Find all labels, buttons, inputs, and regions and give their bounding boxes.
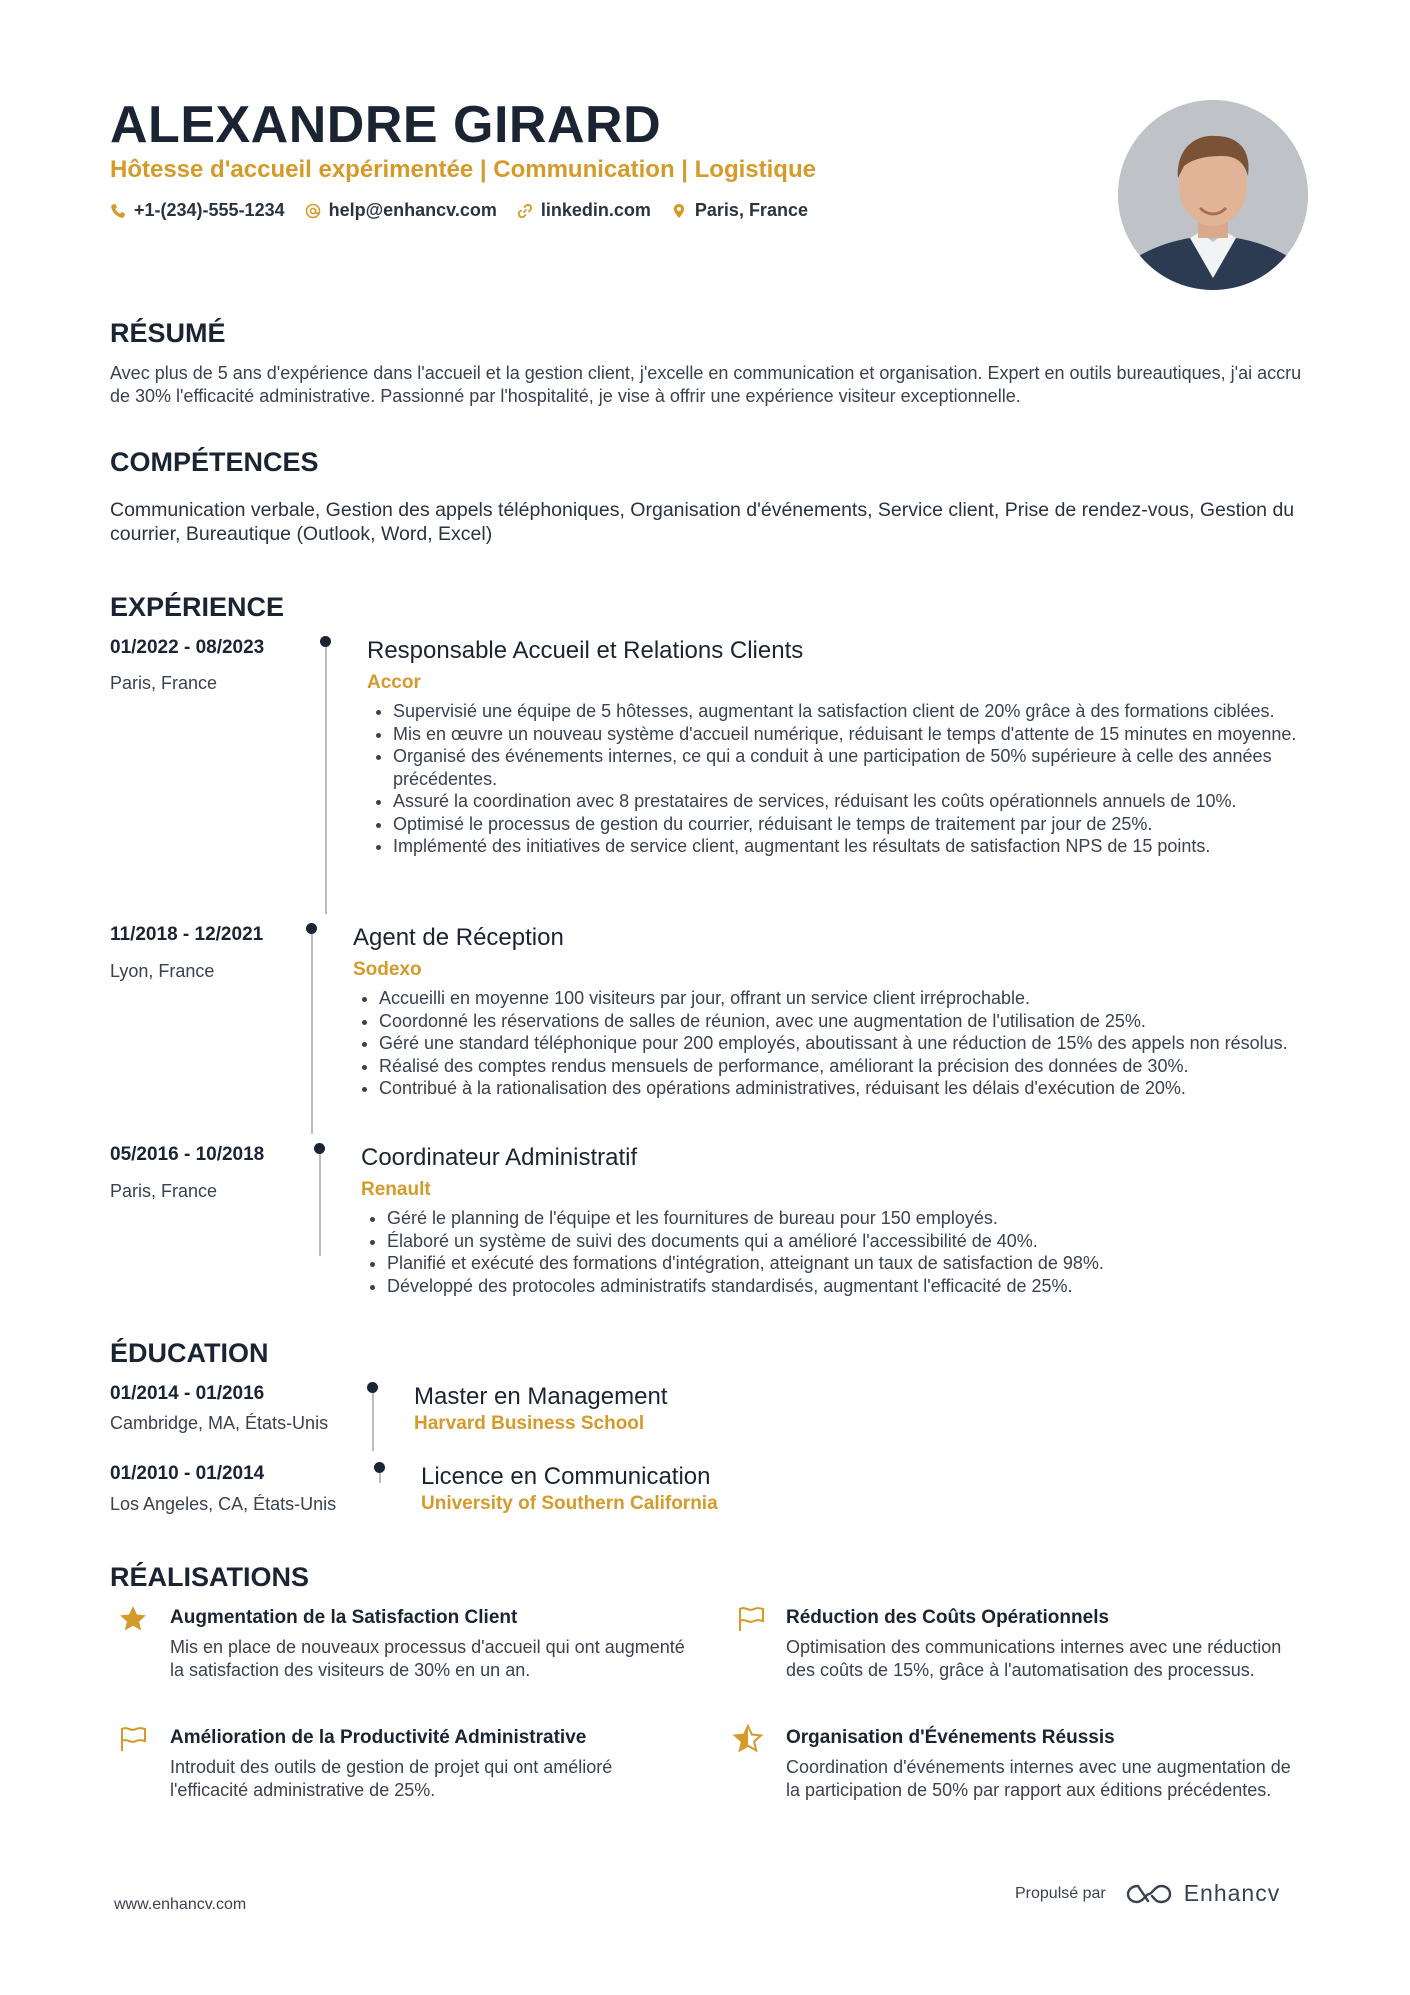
contact-email[interactable] xyxy=(305,200,497,221)
phone-text: +1-(234)-555-1234 xyxy=(134,200,285,220)
education-2-location: Los Angeles, CA, États-Unis xyxy=(110,1494,337,1514)
link-icon xyxy=(517,203,533,219)
experience-2-location: Lyon, France xyxy=(110,961,215,981)
experience-1-company: Accor xyxy=(367,672,421,693)
enhancv-logo-icon xyxy=(1126,1882,1172,1906)
experience-1-dates: 01/2022 - 08/2023 xyxy=(110,637,265,658)
experience-3-dates: 05/2016 - 10/2018 xyxy=(110,1144,265,1165)
achievement-4-title: Organisation d'Événements Réussis xyxy=(786,1727,1115,1748)
star-outline-icon xyxy=(733,1724,763,1754)
list-item: • Élaboré un système de suivi des documents qui a amélioré l'accessibilité de 40%. xyxy=(387,1230,1307,1253)
location-pin-icon xyxy=(671,203,687,219)
achievement-2-desc: Optimisation des communications internes avec une réduction des coûts de 15%, grâce à l'automatisation des processus. xyxy=(786,1637,1282,1680)
list-item: • Contribué à la rationalisation des opérations administratives, réduisant les délais d'exécution de 20%. xyxy=(379,1077,1307,1100)
timeline-line xyxy=(311,934,313,1134)
email-text: help@enhancv.com xyxy=(328,200,497,220)
education-2-degree: Licence en Communication xyxy=(421,1463,711,1490)
timeline-line xyxy=(325,647,327,914)
timeline-line xyxy=(372,1393,374,1451)
experience-1-bullets xyxy=(367,700,1307,858)
list-item: • Organisé des événements internes, ce qui a conduit à une participation de 50% supérieure à celle des années précédentes. xyxy=(393,745,1307,790)
timeline-dot xyxy=(306,923,317,934)
experience-heading: EXPÉRIENCE xyxy=(110,592,285,622)
experience-3-bullets xyxy=(361,1207,1307,1297)
list-item: • Géré une standard téléphonique pour 200 employés, aboutissant à une réduction de 15% des appels non résolus. xyxy=(379,1032,1307,1055)
achievement-1-title: Augmentation de la Satisfaction Client xyxy=(170,1607,518,1628)
flag-icon xyxy=(118,1724,148,1754)
education-1-location: Cambridge, MA, États-Unis xyxy=(110,1413,329,1433)
footer-powered xyxy=(1015,1880,1280,1907)
timeline-dot xyxy=(367,1382,378,1393)
list-item: • Accueilli en moyenne 100 visiteurs par jour, offrant un service client irréprochable. xyxy=(379,987,1307,1010)
contact-bar xyxy=(110,200,808,221)
skills-heading: COMPÉTENCES xyxy=(110,447,319,477)
brand-name: Enhancv xyxy=(1183,1880,1281,1906)
experience-1-role: Responsable Accueil et Relations Clients xyxy=(367,637,804,664)
timeline-dot xyxy=(320,636,331,647)
timeline-line xyxy=(379,1473,381,1483)
experience-3-company: Renault xyxy=(361,1179,431,1200)
contact-location xyxy=(671,200,808,221)
list-item: • Réalisé des comptes rendus mensuels de performance, améliorant la précision des données de 30%. xyxy=(379,1055,1307,1078)
education-1-dates: 01/2014 - 01/2016 xyxy=(110,1383,265,1404)
experience-1-location: Paris, France xyxy=(110,673,218,693)
star-icon xyxy=(118,1604,148,1634)
list-item: • Développé des protocoles administratifs standardisés, augmentant l'efficacité de 25%. xyxy=(387,1275,1307,1298)
education-2-dates: 01/2010 - 01/2014 xyxy=(110,1463,265,1484)
list-item: • Optimisé le processus de gestion du courrier, réduisant le temps de traitement par jour de 25%. xyxy=(393,813,1307,836)
linkedin-text: linkedin.com xyxy=(540,200,651,220)
achievement-3-title: Amélioration de la Productivité Administrative xyxy=(170,1727,587,1748)
candidate-headline: Hôtesse d'accueil expérimentée | Communication | Logistique xyxy=(110,156,816,183)
contact-phone xyxy=(110,200,285,221)
achievement-3-desc: Introduit des outils de gestion de projet qui ont amélioré l'efficacité administrative de 25%. xyxy=(170,1757,613,1800)
experience-2-dates: 11/2018 - 12/2021 xyxy=(110,924,264,945)
brand-logo[interactable] xyxy=(1126,1880,1281,1907)
contact-linkedin[interactable] xyxy=(517,200,651,221)
location-text: Paris, France xyxy=(694,200,808,220)
education-1-degree: Master en Management xyxy=(414,1383,668,1410)
profile-photo xyxy=(1118,100,1308,290)
at-icon xyxy=(305,203,321,219)
achievement-2-title: Réduction des Coûts Opérationnels xyxy=(786,1607,1110,1628)
achievements-heading: RÉALISATIONS xyxy=(110,1562,310,1592)
list-item: • Implémenté des initiatives de service client, augmentant les résultats de satisfaction NPS de 15 points. xyxy=(393,835,1307,858)
timeline-dot xyxy=(314,1143,325,1154)
candidate-name: ALEXANDRE GIRARD xyxy=(110,96,662,154)
education-1-school: Harvard Business School xyxy=(414,1413,645,1434)
timeline-dot xyxy=(374,1462,385,1473)
powered-by-label: Propulsé par xyxy=(1015,1884,1106,1902)
experience-2-role: Agent de Réception xyxy=(353,924,564,951)
phone-icon xyxy=(110,203,126,219)
achievement-1-desc: Mis en place de nouveaux processus d'accueil qui ont augmenté la satisfaction des visiteurs de 30% en un an. xyxy=(170,1637,685,1680)
list-item: • Supervisié une équipe de 5 hôtesses, augmentant la satisfaction client de 20% grâce à des formations ciblées. xyxy=(393,700,1307,723)
education-2-school: University of Southern California xyxy=(421,1493,718,1514)
list-item: • Assuré la coordination avec 8 prestataires de services, réduisant les coûts opérationnels annuels de 10%. xyxy=(393,790,1307,813)
footer-website[interactable]: www.enhancv.com xyxy=(114,1896,247,1913)
experience-3-role: Coordinateur Administratif xyxy=(361,1144,638,1171)
achievement-4-desc: Coordination d'événements internes avec une augmentation de la participation de 50% par rapport aux éditions précédentes. xyxy=(786,1757,1291,1800)
list-item: • Géré le planning de l'équipe et les fournitures de bureau pour 150 employés. xyxy=(387,1207,1307,1230)
experience-3-location: Paris, France xyxy=(110,1181,218,1201)
summary-heading: RÉSUMÉ xyxy=(110,318,226,348)
flag-icon xyxy=(736,1604,766,1634)
summary-text: Avec plus de 5 ans d'expérience dans l'accueil et la gestion client, j'excelle en communication et organisation. Expert en outils bureautiques, j'ai accru de 30% l'efficacité administrative. Passionné par l'hospitalité, je vise à offrir une expérience visiteur exceptionnelle. xyxy=(110,363,1302,406)
list-item: • Planifié et exécuté des formations d'intégration, atteignant un taux de satisfaction de 98%. xyxy=(387,1252,1307,1275)
timeline-line xyxy=(319,1154,321,1256)
skills-text: Communication verbale, Gestion des appels téléphoniques, Organisation d'événements, Service client, Prise de rendez-vous, Gestion du courrier, Bureautique (Outlook, Word, Excel) xyxy=(110,499,1295,545)
list-item: • Coordonné les réservations de salles de réunion, avec une augmentation de l'utilisation de 25%. xyxy=(379,1010,1307,1033)
experience-2-company: Sodexo xyxy=(353,959,422,980)
education-heading: ÉDUCATION xyxy=(110,1338,269,1368)
experience-2-bullets xyxy=(353,987,1307,1100)
list-item: • Mis en œuvre un nouveau système d'accueil numérique, réduisant le temps d'attente de 15 minutes en moyenne. xyxy=(393,723,1307,746)
